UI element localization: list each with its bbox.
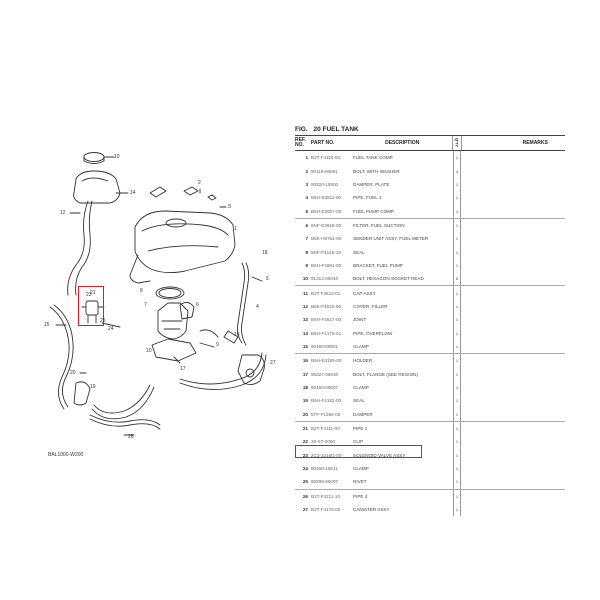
qty-cell: 1 [453, 503, 461, 516]
callout-6: 6 [196, 302, 199, 308]
table-row [295, 421, 565, 435]
parts-rows [295, 151, 565, 516]
part-no-cell: B6H-F4617-00 [311, 317, 342, 323]
ref-cell: 1 [305, 155, 308, 161]
description-cell: PIPE, FUEL 1 [353, 195, 382, 201]
part-no-cell: 5NF-E3915-00 [311, 222, 342, 228]
fig-label: FIG. [295, 126, 308, 133]
table-row [295, 272, 565, 285]
qty-cell: 1 [453, 259, 461, 272]
table-row [295, 503, 565, 516]
qty-cell: 1 [453, 204, 461, 217]
qty-cell: 6 [453, 272, 461, 285]
part-no-cell: 2C3-3216G-00 [311, 452, 342, 458]
part-no-cell: 90460-09007 [311, 385, 339, 391]
part-no-cell: B2T-F4111-00 [311, 426, 340, 432]
callout-11: 10 [114, 154, 120, 160]
ref-cell: 19 [302, 398, 308, 404]
description-cell: SENDER UNIT ASSY, FUEL METER [353, 236, 429, 242]
qty-cell: 1 [453, 449, 461, 462]
table-row [295, 408, 565, 421]
qty-cell: 1 [453, 394, 461, 407]
header-qty: Q'TY [452, 136, 462, 150]
table-row [295, 340, 565, 353]
ref-cell: 2 [305, 168, 308, 174]
qty-cell: 1 [453, 475, 461, 488]
callout-26: 26 [128, 434, 134, 440]
parts-catalog [295, 125, 565, 516]
description-cell: BOLT, FLANGE (SEE REGION) [353, 371, 419, 377]
header-description: DESCRIPTION [385, 140, 420, 146]
description-cell: RIVET [353, 479, 367, 485]
ref-cell: 12 [302, 303, 308, 309]
qty-cell: 1 [453, 422, 461, 435]
part-no-cell: B6K-H5761-00 [311, 236, 342, 242]
description-cell: FUEL TANK COMP. [353, 155, 394, 161]
ref-cell: 17 [302, 371, 308, 377]
description-cell: PIPE 4 [353, 493, 368, 499]
diagram-code-label: BAL1000-W200 [48, 452, 84, 458]
qty-cell: 1 [453, 245, 461, 258]
ref-cell: 6 [305, 222, 308, 228]
ref-cell: 21 [302, 426, 308, 432]
filler-cap-shape [84, 153, 104, 162]
part-no-cell: 90290-06007 [311, 479, 339, 485]
description-cell: JOINT [353, 317, 367, 323]
description-cell: DAMPER, PLATE [353, 181, 390, 187]
qty-cell: 1 [453, 326, 461, 339]
callout-17: 17 [180, 366, 186, 372]
qty-cell: 1 [453, 381, 461, 394]
table-row [295, 313, 565, 326]
ref-cell: 3 [305, 181, 308, 187]
description-cell: SEAL [353, 398, 365, 404]
callout-9: 9 [216, 342, 219, 348]
table-row [295, 259, 565, 272]
qty-cell: 1 [453, 408, 461, 421]
description-cell: PIPE 1 [353, 426, 368, 432]
table-row [295, 151, 565, 164]
part-no-cell: B2T-F4211-10 [311, 493, 341, 499]
table-row [295, 368, 565, 381]
qty-cell: 1 [453, 300, 461, 313]
qty-cell: 1 [453, 219, 461, 232]
ref-cell: 13 [302, 317, 308, 323]
part-no-cell: B6H-F4691-00 [311, 262, 342, 268]
header-ref: REF. NO. [295, 137, 306, 148]
table-row [295, 178, 565, 191]
table-row [295, 164, 565, 177]
description-cell: CLAMP [353, 343, 369, 349]
callout-21: 21 [90, 290, 96, 296]
description-cell: CAP ASSY [353, 290, 376, 296]
ref-cell: 9 [305, 262, 308, 268]
part-no-cell: B5H-E3907-00 [311, 208, 342, 214]
description-cell: BRACKET, FUEL PUMP [353, 262, 403, 268]
qty-cell: 1 [453, 232, 461, 245]
table-row [295, 218, 565, 232]
ref-cell: 14 [302, 330, 308, 336]
table-row [295, 394, 565, 407]
part-no-cell: 95327-06030 [311, 371, 339, 377]
qty-cell: 1 [453, 286, 461, 299]
part-no-cell: B6H-F4182-00 [311, 398, 342, 404]
fuel-tank-shape [135, 211, 235, 273]
table-row [295, 462, 565, 475]
callout-14: 14 [130, 190, 136, 196]
part-no-cell: 90460-15011 [311, 466, 338, 472]
description-cell: CLIP [353, 439, 364, 445]
description-cell: CANISTER ASSY [353, 507, 390, 513]
table-row [295, 353, 565, 367]
ref-cell: 18 [302, 385, 308, 391]
part-no-cell: 90119-06881 [311, 168, 338, 174]
description-cell: CLAMP [353, 466, 369, 472]
description-cell: FILTER, FUEL SUCTION [353, 222, 405, 228]
ref-cell: 20 [302, 411, 308, 417]
part-no-cell: 90520-15800 [311, 181, 339, 187]
qty-cell: 1 [453, 368, 461, 381]
part-no-cell: B2T-F4610-01 [311, 290, 341, 296]
ref-cell: 27 [302, 507, 308, 513]
part-no-cell: B2T-F4110-00 [311, 155, 341, 161]
callout-23: 23 [86, 292, 92, 298]
description-cell: HOLDER [353, 358, 373, 364]
callout-20: 20 [70, 370, 76, 376]
description-cell: PIPE, OVERFLOW [353, 330, 393, 336]
ref-cell: 7 [305, 236, 308, 242]
callout-27: 27 [270, 360, 276, 366]
figure-title [295, 125, 565, 135]
qty-cell: 1 [453, 191, 461, 204]
callout-1: 1 [234, 226, 237, 232]
table-row [295, 285, 565, 299]
ref-cell: 11 [303, 290, 308, 296]
description-cell: SOLENOID VALVE ASSY [353, 452, 406, 458]
description-cell: BOLT, WITH WASHER [353, 168, 400, 174]
table-row [295, 204, 565, 217]
part-no-cell: B6H-E3811-00 [311, 195, 342, 201]
description-cell: COVER, FILLER [353, 303, 388, 309]
description-cell: DAMPER [353, 411, 373, 417]
callout-3: 3 [228, 204, 231, 210]
ref-cell: 23 [302, 452, 308, 458]
description-cell: BOLT, HEXAGON SOCKET HEAD [353, 276, 424, 282]
callout-2: 2 [198, 180, 201, 186]
description-cell: CLAMP [353, 385, 369, 391]
ref-cell: 26 [302, 493, 308, 499]
filler-cover-shape [74, 171, 120, 203]
description-cell: FUEL PUMP COMP. [353, 208, 395, 214]
table-row [295, 232, 565, 245]
part-no-cell: B2T-F4170-00 [311, 507, 341, 513]
qty-cell: 1 [453, 354, 461, 367]
header-part-no: PART NO. [310, 140, 335, 146]
ref-cell: 4 [305, 195, 308, 201]
fig-number: 20 [313, 126, 321, 133]
row-23-highlight-box [295, 445, 422, 458]
part-no-cell: 3S-6T-0000 [311, 439, 336, 445]
ref-cell: 8 [305, 249, 308, 255]
part-no-cell: 5TF-F1366-00 [311, 411, 341, 417]
part-no-cell: B6H-F4175-01 [311, 330, 342, 336]
qty-cell: 1 [453, 462, 461, 475]
table-header [295, 135, 565, 151]
qty-cell: 1 [453, 340, 461, 353]
callout-10: 10 [146, 348, 152, 354]
qty-cell: 1 [453, 151, 461, 164]
table-row [295, 245, 565, 258]
callout-19: 19 [90, 384, 96, 390]
fuel-tank-drawing [30, 135, 285, 475]
callout-18: 18 [262, 250, 268, 256]
qty-cell: 4 [453, 164, 461, 177]
callout-7: 7 [144, 302, 147, 308]
part-no-cell: B6K-F4610-00 [311, 303, 341, 309]
part-no-cell: B6H-E4185-00 [311, 358, 342, 364]
table-row [295, 326, 565, 339]
qty-cell: 1 [453, 490, 461, 503]
ref-cell: 24 [302, 466, 308, 472]
exploded-diagram [30, 135, 285, 475]
callout-25: 25 [100, 318, 106, 324]
callout-5: 5 [266, 276, 269, 282]
qty-cell: 1 [453, 435, 461, 448]
ref-cell: 15 [302, 343, 308, 349]
callout-12: 12 [60, 210, 66, 216]
callout-16: 16 [234, 332, 240, 338]
callout-15: 15 [44, 322, 50, 328]
table-row [295, 300, 565, 313]
table-row [295, 191, 565, 204]
table-row [295, 489, 565, 503]
qty-cell: 1 [453, 178, 461, 191]
description-cell: SEAL [353, 249, 365, 255]
callout-4: 4 [256, 304, 259, 310]
table-row [295, 381, 565, 394]
callout-24: 24 [108, 326, 114, 332]
part-no-cell: 91312-05010 [311, 276, 339, 282]
ref-cell: 25 [302, 479, 308, 485]
fig-name: FUEL TANK [322, 126, 359, 133]
header-remarks: REMARKS [522, 140, 548, 146]
part-no-cell: 5NF-F4145-10 [311, 249, 341, 255]
qty-cell: 1 [453, 313, 461, 326]
table-row [295, 475, 565, 488]
callout-8: 8 [140, 288, 143, 294]
part-no-cell: 90460-09001 [311, 343, 339, 349]
pump-bracket-shape [152, 339, 196, 361]
ref-cell: 10 [302, 276, 308, 282]
ref-cell: 22 [302, 439, 308, 445]
ref-cell: 16 [302, 358, 308, 364]
ref-cell: 5 [305, 208, 308, 214]
